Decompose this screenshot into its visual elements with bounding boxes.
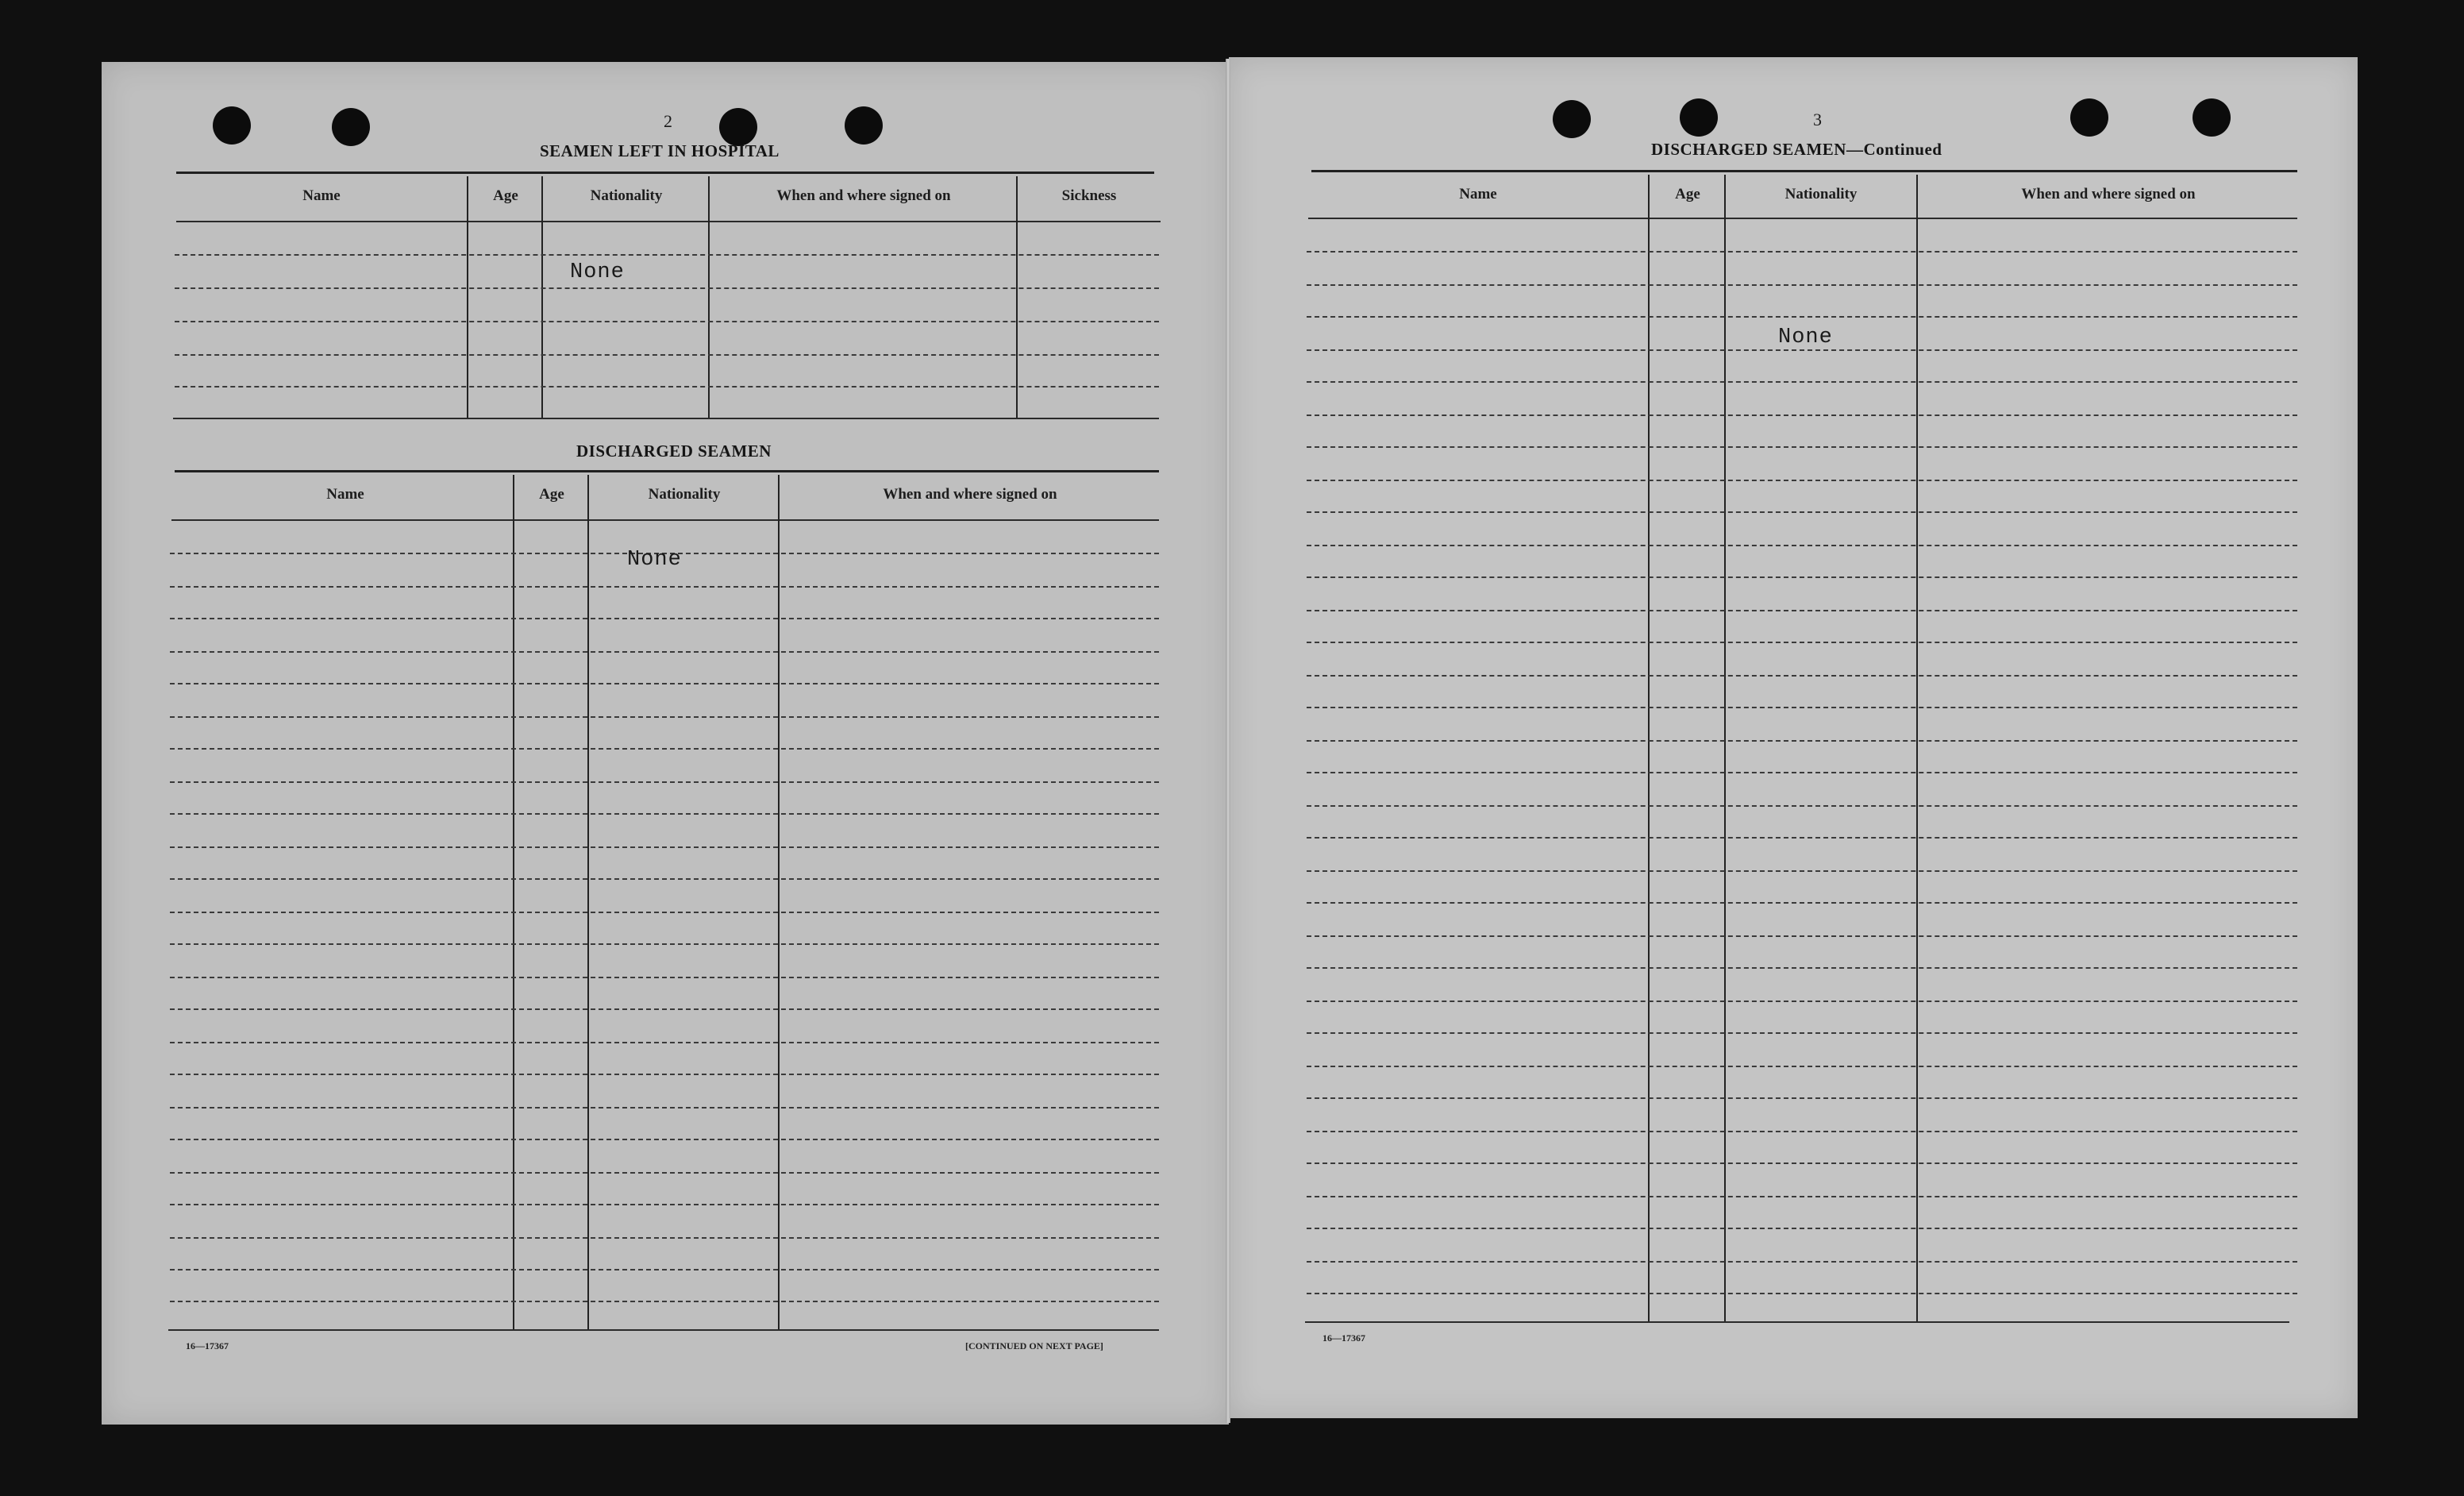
form-number-left: 16—17367 (186, 1340, 229, 1351)
col-header-name: Name (302, 187, 341, 204)
section-title-main: DISCHARGED SEAMEN (1651, 140, 1846, 159)
discharged-section-title-right (1651, 140, 1942, 160)
punch-hole (845, 106, 883, 145)
page-number-right: 3 (1813, 110, 1822, 129)
continued-note: [CONTINUED ON NEXT PAGE] (965, 1340, 1103, 1351)
punch-hole (2193, 98, 2231, 137)
col-header-signed-on: When and where signed on (883, 486, 1057, 503)
col-header-name: Name (1459, 186, 1497, 202)
punch-hole (332, 108, 370, 146)
punch-hole (1680, 98, 1718, 137)
col-header-nationality: Nationality (1784, 186, 1858, 202)
discharged-entry-left: None (627, 548, 682, 572)
punch-hole (719, 108, 757, 146)
col-header-age: Age (493, 187, 518, 204)
page-fold (1226, 59, 1230, 1423)
form-number-right: 16—17367 (1322, 1332, 1365, 1344)
col-header-signed-on: When and where signed on (776, 187, 951, 204)
col-header-age: Age (1675, 186, 1700, 202)
col-header-nationality: Nationality (590, 187, 663, 204)
hospital-entry: None (570, 260, 625, 284)
col-header-name: Name (326, 486, 364, 503)
section-title-suffix: —Continued (1846, 140, 1942, 159)
discharged-section-title-left: DISCHARGED SEAMEN (576, 441, 772, 461)
left-page (102, 62, 1229, 1425)
punch-hole (2070, 98, 2108, 137)
col-header-age: Age (539, 486, 564, 503)
col-header-nationality: Nationality (648, 486, 721, 503)
punch-hole (1553, 100, 1591, 138)
discharged-entry-right: None (1778, 326, 1833, 349)
col-header-signed-on: When and where signed on (2021, 186, 2196, 202)
punch-hole (213, 106, 251, 145)
col-header-sickness: Sickness (1061, 187, 1117, 204)
hospital-section-title: SEAMEN LEFT IN HOSPITAL (540, 141, 780, 160)
page-number-left: 2 (664, 111, 672, 131)
right-page (1229, 57, 2358, 1418)
